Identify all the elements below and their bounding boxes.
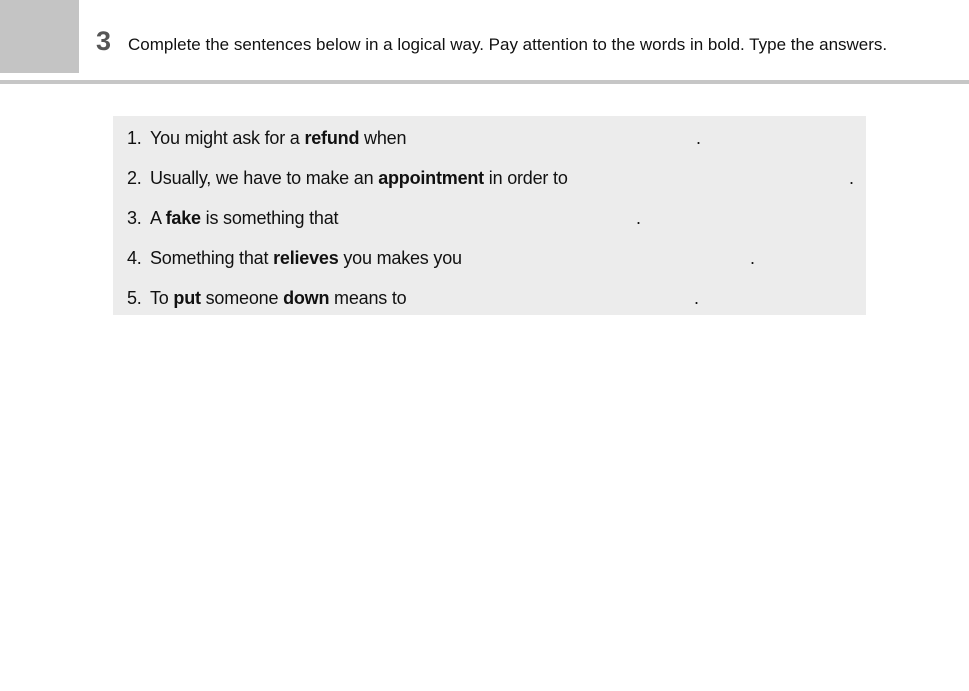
item-period: . <box>636 208 641 228</box>
item-number: 3. <box>127 208 142 228</box>
answer-input-1[interactable] <box>403 126 693 150</box>
exercise-number: 3 <box>96 26 112 56</box>
item-period: . <box>849 168 854 188</box>
item-number: 1. <box>127 128 142 148</box>
bold-word: fake <box>165 208 201 228</box>
item-text: Something that relieves you makes you <box>150 248 462 268</box>
exercise-instruction: Complete the sentences below in a logical way. Pay attention to the words in bold. Type the answers. <box>128 35 888 54</box>
sentence-item-2 <box>113 166 866 190</box>
item-period: . <box>694 288 699 308</box>
bold-word: refund <box>304 128 360 148</box>
item-text: A fake is something that <box>150 208 339 228</box>
bold-word-2: down <box>283 288 330 308</box>
bold-word: appointment <box>378 168 484 188</box>
sentences-panel <box>113 116 866 315</box>
item-number: 2. <box>127 168 142 188</box>
item-number: 5. <box>127 288 142 308</box>
exercise-header <box>0 0 969 84</box>
item-text: You might ask for a refund when <box>150 128 407 148</box>
bold-word: relieves <box>273 248 339 268</box>
answer-input-5[interactable] <box>401 286 691 310</box>
sentence-item-3 <box>113 206 866 230</box>
sentence-item-5 <box>113 286 866 310</box>
bold-word: put <box>173 288 201 308</box>
item-period: . <box>750 248 755 268</box>
answer-input-4[interactable] <box>457 246 747 270</box>
sentence-item-1 <box>113 126 866 150</box>
item-text: Usually, we have to make an appointment in order to <box>150 168 568 188</box>
answer-input-2[interactable] <box>555 166 845 190</box>
answer-input-3[interactable] <box>343 206 633 230</box>
item-period: . <box>696 128 701 148</box>
header-corner-block <box>0 0 79 73</box>
item-number: 4. <box>127 248 142 268</box>
sentence-item-4 <box>113 246 866 270</box>
item-text: To put someone down means to <box>150 288 407 308</box>
